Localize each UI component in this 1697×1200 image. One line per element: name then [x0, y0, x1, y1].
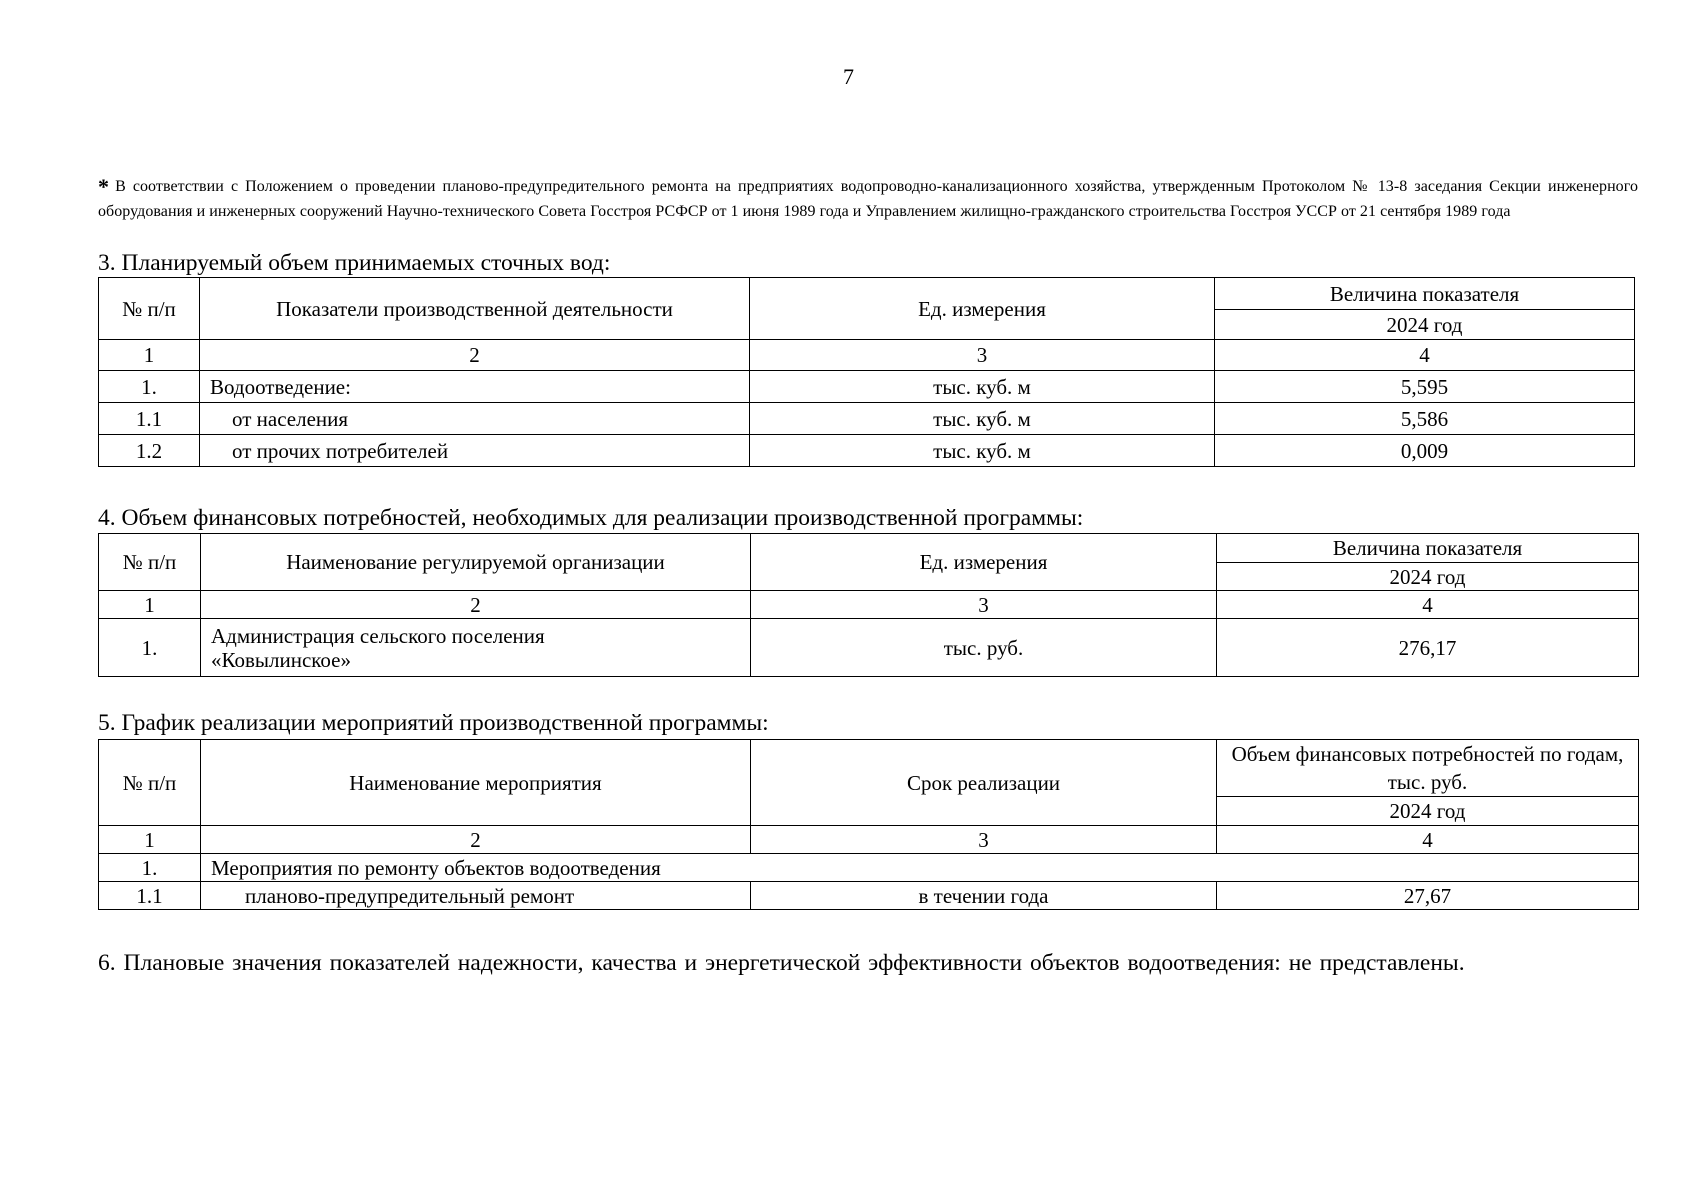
section-3-title: 3. Планируемый объем принимаемых сточных вод: [98, 250, 611, 276]
footnote-marker: * [98, 174, 110, 199]
header-unit: Ед. измерения [751, 534, 1217, 591]
row-name: от прочих потребителей [200, 435, 750, 467]
col-number: 4 [1217, 591, 1639, 619]
page-number: 7 [843, 64, 854, 89]
row-value: 5,595 [1215, 371, 1635, 403]
header-year: 2024 год [1217, 797, 1639, 826]
header-num: № п/п [99, 278, 200, 340]
header-event: Наименование мероприятия [201, 740, 751, 826]
header-year: 2024 год [1217, 563, 1639, 591]
header-indicator: Показатели производственной деятельности [200, 278, 750, 340]
header-value: Величина показателя [1217, 534, 1639, 563]
row-event-name: планово-предупредительный ремонт [201, 882, 751, 910]
col-number: 2 [201, 826, 751, 854]
row-unit: тыс. куб. м [750, 435, 1215, 467]
table-group-row [99, 854, 1639, 882]
table-row [99, 435, 1635, 467]
column-number-row [99, 340, 1635, 371]
row-value: 27,67 [1217, 882, 1639, 910]
row-value: 5,586 [1215, 403, 1635, 435]
header-num: № п/п [99, 740, 201, 826]
col-number: 3 [750, 340, 1215, 371]
header-unit: Ед. измерения [750, 278, 1215, 340]
table-row [99, 403, 1635, 435]
row-term: в течении года [751, 882, 1217, 910]
column-number-row [99, 826, 1639, 854]
header-volume: Объем финансовых потребностей по годам, тыс. руб. [1217, 740, 1639, 797]
col-number: 3 [751, 826, 1217, 854]
row-org-name-line2: «Ковылинское» [211, 647, 351, 672]
row-num: 1.1 [99, 882, 201, 910]
footnote [98, 174, 1638, 224]
header-year: 2024 год [1215, 310, 1635, 340]
col-number: 2 [201, 591, 751, 619]
col-number: 2 [200, 340, 750, 371]
row-num: 1.1 [99, 403, 200, 435]
col-number: 1 [99, 591, 201, 619]
table-header-row [99, 740, 1639, 797]
header-num: № п/п [99, 534, 201, 591]
section-5-title: 5. График реализации мероприятий производственной программы: [98, 710, 769, 736]
section-4-title: 4. Объем финансовых потребностей, необходимых для реализации производственной программы: [98, 505, 1084, 531]
column-number-row [99, 591, 1639, 619]
row-name: от населения [200, 403, 750, 435]
col-number: 1 [99, 826, 201, 854]
col-number: 4 [1215, 340, 1635, 371]
col-number: 3 [751, 591, 1217, 619]
row-name: Водоотведение: [200, 371, 750, 403]
section-5-table [98, 739, 1639, 910]
table-header-row [99, 278, 1635, 310]
footnote-text: В соответствии с Положением о проведении планово-предупредительного ремонта на предприятиях водопроводно-канализационного хозяйства, утвержденным Протоколом № 13-8 заседания Секции инженерного оборудования и инженерных сооружений Научно-технического Совета Госстроя РСФСР от 1 июня 1989 года и Управлением жилищно-гражданского строительства Госстроя УССР от 21 сентября 1989 года [98, 178, 1638, 220]
col-number: 1 [99, 340, 200, 371]
group-name: Мероприятия по ремонту объектов водоотведения [201, 854, 1639, 882]
col-number: 4 [1217, 826, 1639, 854]
row-unit: тыс. куб. м [750, 403, 1215, 435]
row-value: 0,009 [1215, 435, 1635, 467]
table-row [99, 882, 1639, 910]
group-num: 1. [99, 854, 201, 882]
header-value: Величина показателя [1215, 278, 1635, 310]
row-num: 1. [99, 619, 201, 677]
row-unit: тыс. руб. [751, 619, 1217, 677]
header-org: Наименование регулируемой организации [201, 534, 751, 591]
row-unit: тыс. куб. м [750, 371, 1215, 403]
table-row [99, 619, 1639, 677]
section-4-table [98, 533, 1639, 677]
header-term: Срок реализации [751, 740, 1217, 826]
row-value: 276,17 [1217, 619, 1639, 677]
row-num: 1. [99, 371, 200, 403]
table-row [99, 371, 1635, 403]
table-header-row [99, 534, 1639, 563]
row-org-name-line1: Администрация сельского поселения [211, 623, 545, 648]
section-6-paragraph: 6. Плановые значения показателей надежности, качества и энергетической эффективности объектов водоотведения: не представлены. [98, 950, 1465, 976]
row-org-name [201, 619, 751, 677]
section-3-table [98, 277, 1635, 467]
row-num: 1.2 [99, 435, 200, 467]
